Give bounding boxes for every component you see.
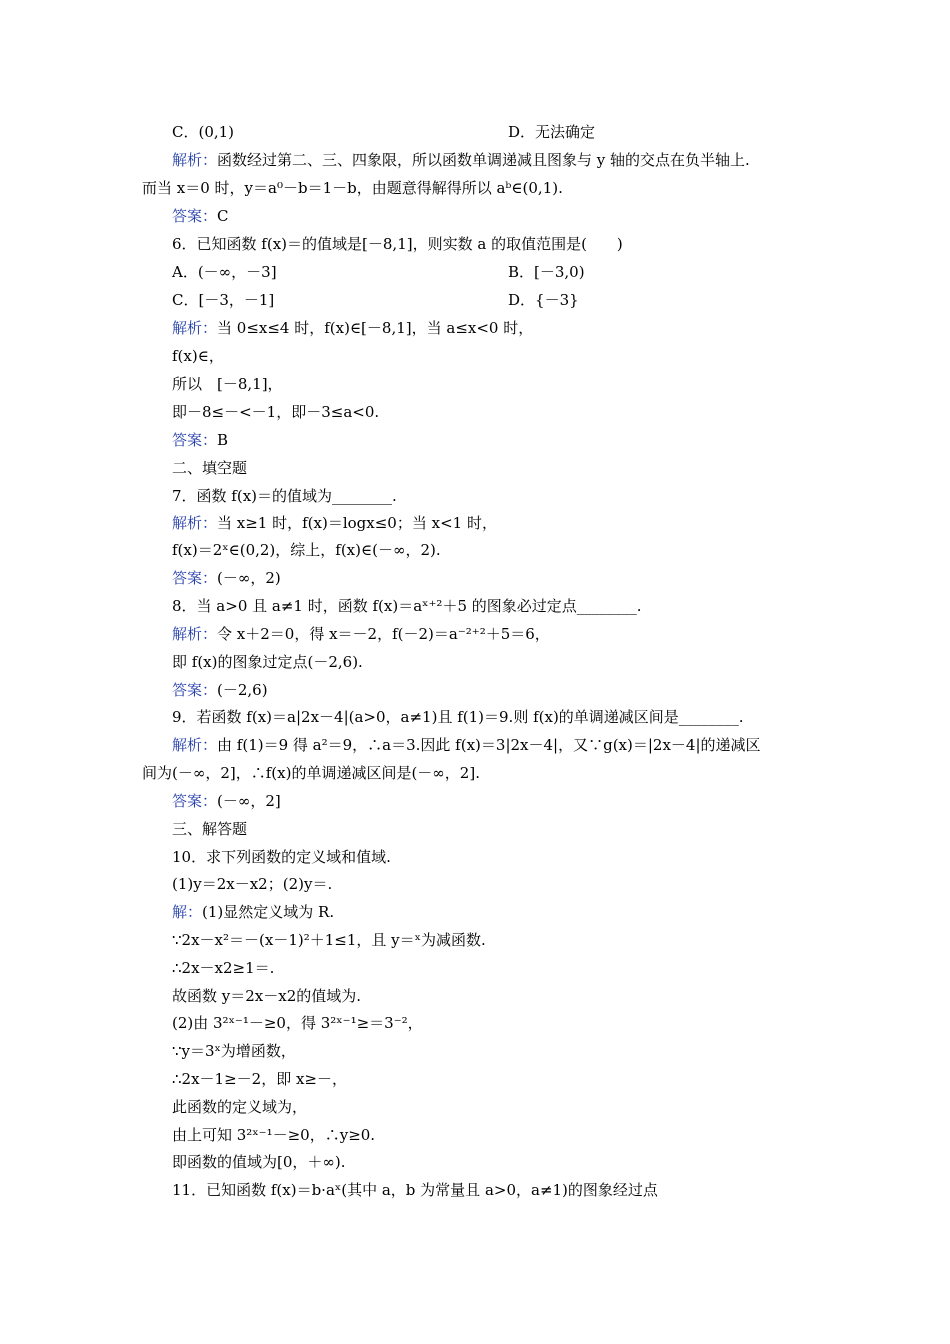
section-heading-solutions: 三、解答题 — [172, 820, 248, 838]
q5-analysis-line2: 而当 x＝0 时，y＝a⁰－b＝1－b，由题意得解得所以 aᵇ∈(0,1). — [142, 179, 563, 197]
q10-solution-line3: ∴2x－x2≥1＝. — [172, 959, 275, 977]
q5-option-d: D．无法确定 — [508, 123, 596, 141]
q10-solution-line7: ∴2x－1≥－2，即 x≥－， — [172, 1070, 347, 1088]
q5-answer: 答案：C — [172, 207, 229, 225]
q6-analysis-line4: 即－8≤－<－1，即－3≤a<0. — [172, 403, 380, 421]
q9-stem: 9．若函数 f(x)＝a|2x－4|(a>0，a≠1)且 f(1)＝9.则 f(x)的单调递减区间是________. — [172, 708, 744, 726]
q10-solution-line1: 解：(1)显然定义域为 R. — [172, 903, 335, 921]
q7-analysis-line1: 解析：当 x≥1 时，f(x)＝logx≤0；当 x<1 时， — [172, 514, 497, 532]
q6-analysis-line3: 所以 [－8,1]， — [172, 375, 283, 393]
q6-option-d: D．{－3} — [508, 291, 579, 309]
q7-answer: 答案：(－∞，2) — [172, 569, 281, 587]
q5-analysis-line1: 解析：函数经过第二、三、四象限，所以函数单调递减且图象与 y 轴的交点在负半轴上. — [172, 151, 750, 169]
q10-solution-line6: ∵y＝3ˣ为增函数， — [172, 1042, 296, 1060]
q7-stem: 7．函数 f(x)＝的值域为________. — [172, 487, 397, 505]
q8-analysis-line2: 即 f(x)的图象过定点(－2,6). — [172, 653, 363, 671]
q6-analysis-line2: f(x)∈， — [172, 347, 224, 365]
q8-stem: 8．当 a>0 且 a≠1 时，函数 f(x)＝aˣ⁺²＋5 的图象必过定点________. — [172, 597, 642, 615]
analysis-label: 解析： — [172, 625, 218, 643]
q5-option-c: C．(0,1) — [172, 123, 235, 141]
q10-solution-line9: 由上可知 3²ˣ⁻¹－≥0，∴y≥0. — [172, 1126, 376, 1144]
answer-label: 答案： — [172, 207, 218, 225]
answer-label: 答案： — [172, 431, 218, 449]
q10-parts: (1)y＝2x－x2；(2)y＝. — [172, 875, 333, 893]
q9-analysis-line2: 间为(－∞，2]，∴f(x)的单调递减区间是(－∞，2]. — [142, 764, 480, 782]
q6-option-c: C．[－3，－1] — [172, 291, 275, 309]
analysis-label: 解析： — [172, 151, 218, 169]
q8-answer: 答案：(－2,6) — [172, 681, 268, 699]
q9-answer: 答案：(－∞，2] — [172, 792, 281, 810]
q6-option-b: B．[－3,0) — [508, 263, 585, 281]
answer-label: 答案： — [172, 681, 218, 699]
q6-option-a: A．(－∞，－3] — [172, 263, 277, 281]
analysis-label: 解析： — [172, 736, 218, 754]
q6-answer: 答案：B — [172, 431, 229, 449]
q10-solution-line4: 故函数 y＝2x－x2的值域为. — [172, 987, 362, 1005]
answer-label: 答案： — [172, 792, 218, 810]
q10-solution-line10: 即函数的值域为[0，＋∞). — [172, 1153, 346, 1171]
q10-stem: 10．求下列函数的定义域和值域. — [172, 848, 391, 866]
analysis-label: 解析： — [172, 319, 218, 337]
solution-label: 解： — [172, 903, 203, 921]
q10-solution-line8: 此函数的定义域为， — [172, 1098, 308, 1116]
section-heading-fill-in: 二、填空题 — [172, 459, 248, 477]
q10-solution-line5: (2)由 3²ˣ⁻¹－≥0，得 3²ˣ⁻¹≥＝3⁻²， — [172, 1014, 423, 1032]
q6-analysis-line1: 解析：当 0≤x≤4 时，f(x)∈[－8,1]，当 a≤x<0 时， — [172, 319, 534, 337]
q11-stem: 11．已知函数 f(x)＝b·aˣ(其中 a，b 为常量且 a>0，a≠1)的图象经过点 — [172, 1181, 658, 1199]
q6-stem: 6．已知函数 f(x)＝的值域是[－8,1]，则实数 a 的取值范围是( ) — [172, 235, 623, 253]
q10-solution-line2: ∵2x－x²＝－(x－1)²＋1≤1，且 y＝ˣ为减函数. — [172, 931, 486, 949]
answer-label: 答案： — [172, 569, 218, 587]
analysis-label: 解析： — [172, 514, 218, 532]
q7-analysis-line2: f(x)＝2ˣ∈(0,2)，综上，f(x)∈(－∞，2). — [172, 541, 441, 559]
q8-analysis-line1: 解析：令 x＋2＝0，得 x＝－2，f(－2)＝a⁻²⁺²＋5＝6， — [172, 625, 550, 643]
q9-analysis-line1: 解析：由 f(1)＝9 得 a²＝9，∴a＝3.因此 f(x)＝3|2x－4|，又∵g(x)＝|2x－4|的递减区 — [172, 736, 761, 754]
